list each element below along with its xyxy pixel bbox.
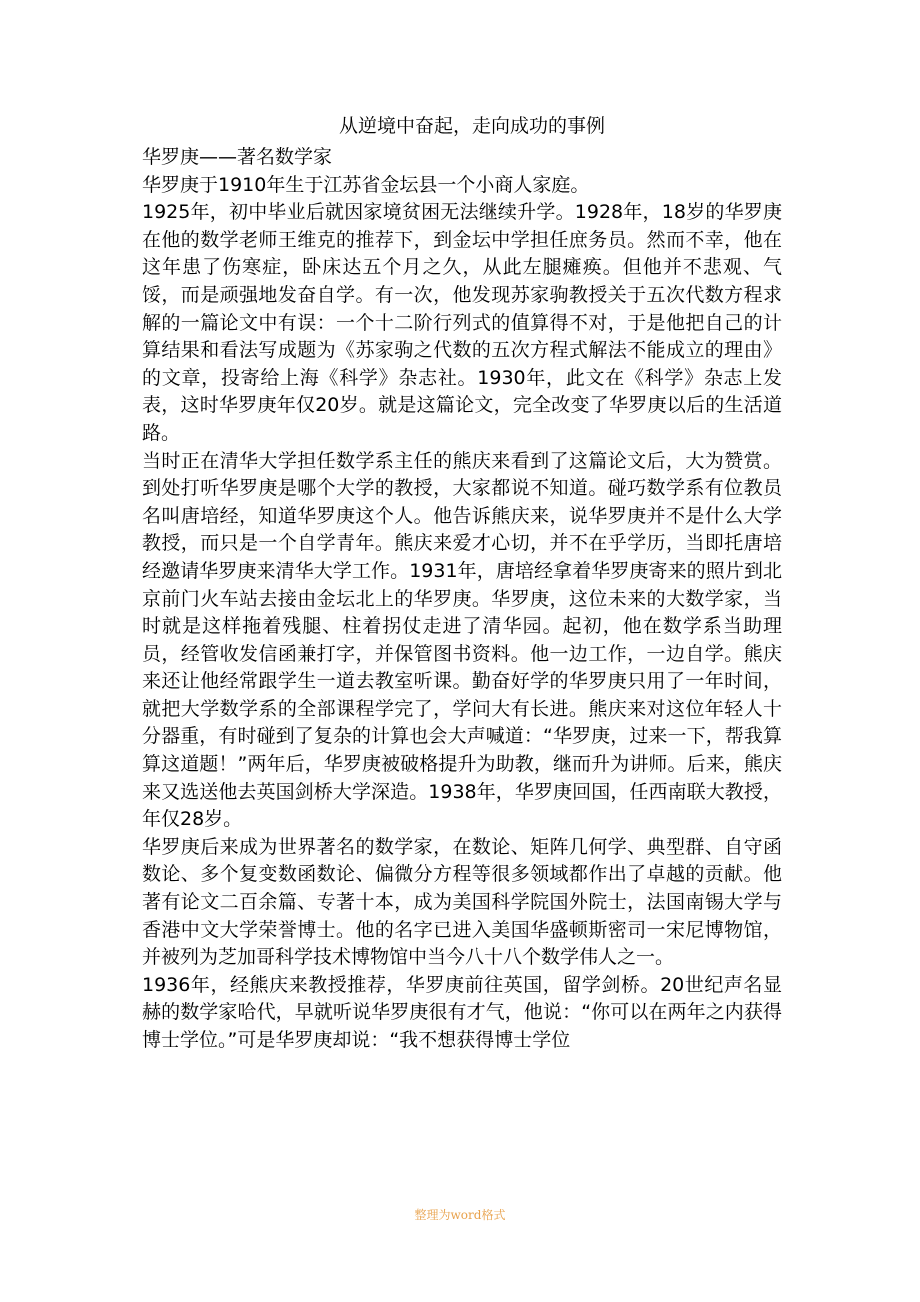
document-title: 从逆境中奋起，走向成功的事例 [338, 115, 605, 137]
paragraph-early-life: 1925年，初中毕业后就因家境贫困无法继续升学。1928年，18岁的华罗庚在他的数学老师王维克的推荐下，到金坛中学担任庶务员。然而不幸，他在这年患了伤寒症，卧床达五个月之久，从此左腿瘫痪。但他并不悲观、气馁，而是顽强地发奋自学。有一次，他发现苏家驹教授关于五次代数方程求解的一篇论文中有误：一个十二阶行列式的值算得不对，于是他把自己的计算结果和看法写成题为《苏家驹之代数的五次方程式解法不能成立的理由》的文章，投寄给上海《科学》杂志社。1930年，此文在《科学》杂志上发表，这时华罗庚年仅20岁。就是这篇论文，完全改变了华罗庚以后的生活道路。 [142, 201, 782, 444]
document-page [142, 110, 782, 1055]
paragraph-cambridge: 1936年，经熊庆来教授推荐，华罗庚前往英国，留学剑桥。20世纪声名显赫的数学家哈代，早就听说华罗庚很有才气，他说：“你可以在两年之内获得博士学位。”可是华罗庚却说：“我不想获得博士学位 [142, 973, 782, 1051]
paragraph-subtitle: 华罗庚——著名数学家 [142, 146, 333, 168]
paragraph-achievements: 华罗庚后来成为世界著名的数学家，在数论、矩阵几何学、典型群、自守函数论、多个复变数函数论、偏微分方程等很多领域都作出了卓越的贡献。他著有论文二百余篇、专著十本，成为美国科学院国外院士，法国南锡大学与香港中文大学荣誉博士。他的名字已进入美国华盛顿斯密司一宋尼博物馆，并被列为芝加哥科学技术博物馆中当今八十八个数学伟人之一。 [142, 835, 782, 969]
paragraph-tsinghua: 当时正在清华大学担任数学系主任的熊庆来看到了这篇论文后，大为赞赏。到处打听华罗庚是哪个大学的教授，大家都说不知道。碰巧数学系有位教员名叫唐培经，知道华罗庚这个人。他告诉熊庆来，说华罗庚并不是什么大学教授，而只是一个自学青年。熊庆来爱才心切，并不在乎学历，当即托唐培经邀请华罗庚来清华大学工作。1931年，唐培经拿着华罗庚寄来的照片到北京前门火车站去接由金坛北上的华罗庚。华罗庚，这位未来的大数学家，当时就是这样拖着残腿、柱着拐仗走进了清华园。起初，他在数学系当助理员，经管收发信函兼打字，并保管图书资料。他一边工作，一边自学。熊庆来还让他经常跟学生一道去教室听课。勤奋好学的华罗庚只用了一年时间，就把大学数学系的全部课程学完了，学问大有长进。熊庆来对这位年轻人十分器重，有时碰到了复杂的计算也会大声喊道：“华罗庚，过来一下，帮我算算这道题！”两年后，华罗庚被破格提升为助教，继而升为讲师。后来，熊庆来又选送他去英国剑桥大学深造。1938年，华罗庚回国，任西南联大教授，年仅28岁。 [142, 449, 782, 831]
paragraph-birth: 华罗庚于1910年生于江苏省金坛县一个小商人家庭。 [142, 173, 590, 196]
page-footer: 整理为word格式 [414, 1208, 506, 1222]
